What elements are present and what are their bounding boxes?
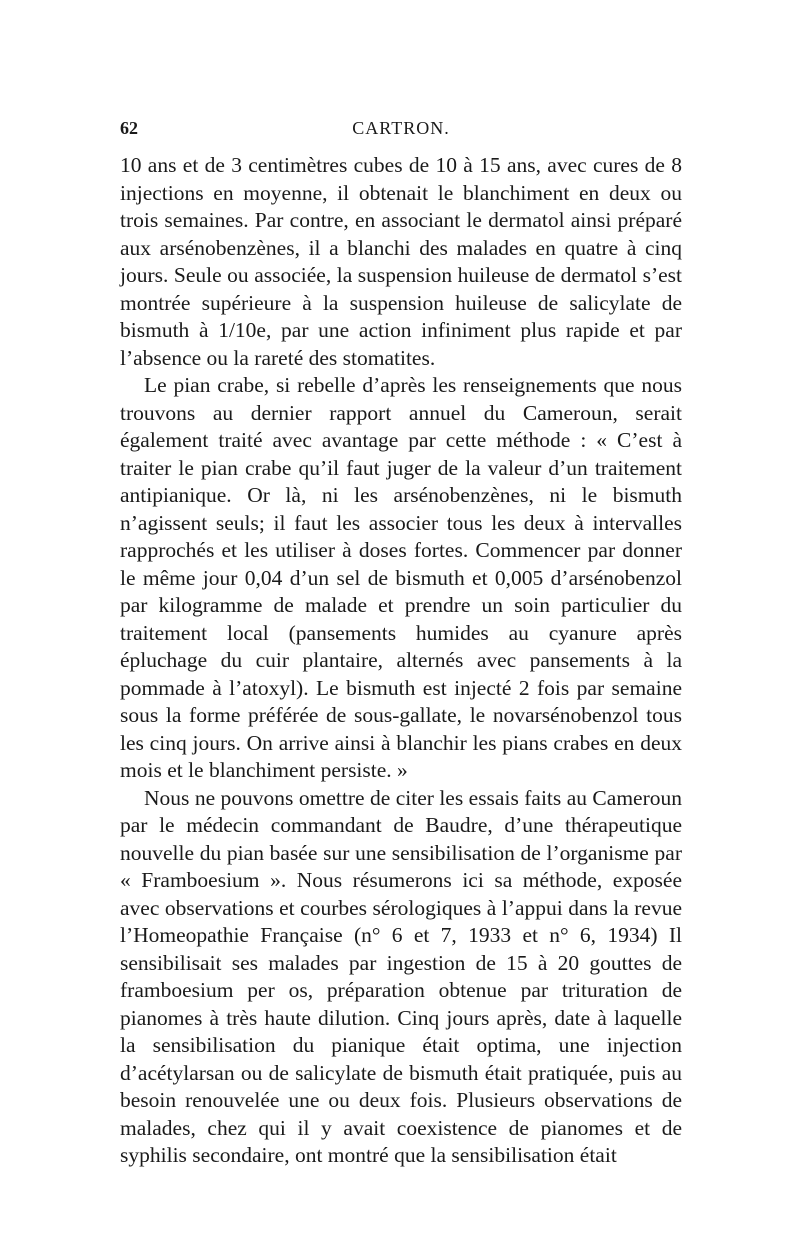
paragraph: Nous ne pouvons omettre de citer les essais faits au Cameroun par le médecin commandant de Baudre, d’une thérapeutique nouvelle du pian basée sur une sensibilisation de l’organisme par « Framboesium ». Nous résumerons ici sa méthode, exposée avec observations et courbes sérologiques à l’appui dans la revue l’Homeopathie Française (n° 6 et 7, 1933 et n° 6, 1934) Il sensibilisait ses malades par ingestion de 15 à 20 gouttes de framboesium per os, préparation obtenue par trituration de pianomes à très haute dilution. Cinq jours après, date à laquelle la sensibilisation du pianique était optima, une injection d’acétylarsan ou de salicylate de bismuth était pratiquée, puis au besoin renouvelée une ou deux fois. Plusieurs observations de malades, chez qui il y avait coexistence de pianomes et de syphilis secondaire, ont montré que la sensibilisation était: [120, 785, 682, 1167]
page-number: 62: [120, 118, 138, 138]
page-header: [120, 118, 682, 148]
paragraph: 10 ans et de 3 centimètres cubes de 10 à 15 ans, avec cures de 8 injections en moyenne, il obtenait le blanchiment en deux ou trois semaines. Par contre, en associant le dermatol ainsi préparé aux arsénobenzènes, il a blanchi des malades en quatre à cinq jours. Seule ou associée, la suspension huileuse de dermatol s’est montrée supérieure à la suspension huileuse de salicylate de bismuth à 1/10e, par une action infiniment plus rapide et par l’absence ou la rareté des stomatites.: [120, 153, 682, 370]
paragraph: Le pian crabe, si rebelle d’après les renseignements que nous trouvons au dernier rapport annuel du Cameroun, serait également traité avec avantage par cette méthode : « C’est à traiter le pian crabe qu’il faut juger de la valeur d’un traitement antipianique. Or là, ni les arsénobenzènes, ni le bismuth n’agissent seuls; il faut les associer tous les deux à intervalles rapprochés et les utiliser à doses fortes. Commencer par donner le même jour 0,04 d’un sel de bismuth et 0,005 d’arsénobenzol par kilogramme de malade et prendre un soin particulier du traitement local (pansements humides au cyanure après épluchage du cuir plantaire, alternés avec pansements à la pommade à l’atoxyl). Le bismuth est injecté 2 fois par semaine sous la forme préférée de sous-gallate, le novarsénobenzol tous les cinq jours. On arrive ainsi à blanchir les pians crabes en deux mois et le blanchiment persiste. »: [120, 373, 682, 782]
body-text: [120, 152, 682, 1170]
running-head: CARTRON.: [352, 118, 450, 138]
